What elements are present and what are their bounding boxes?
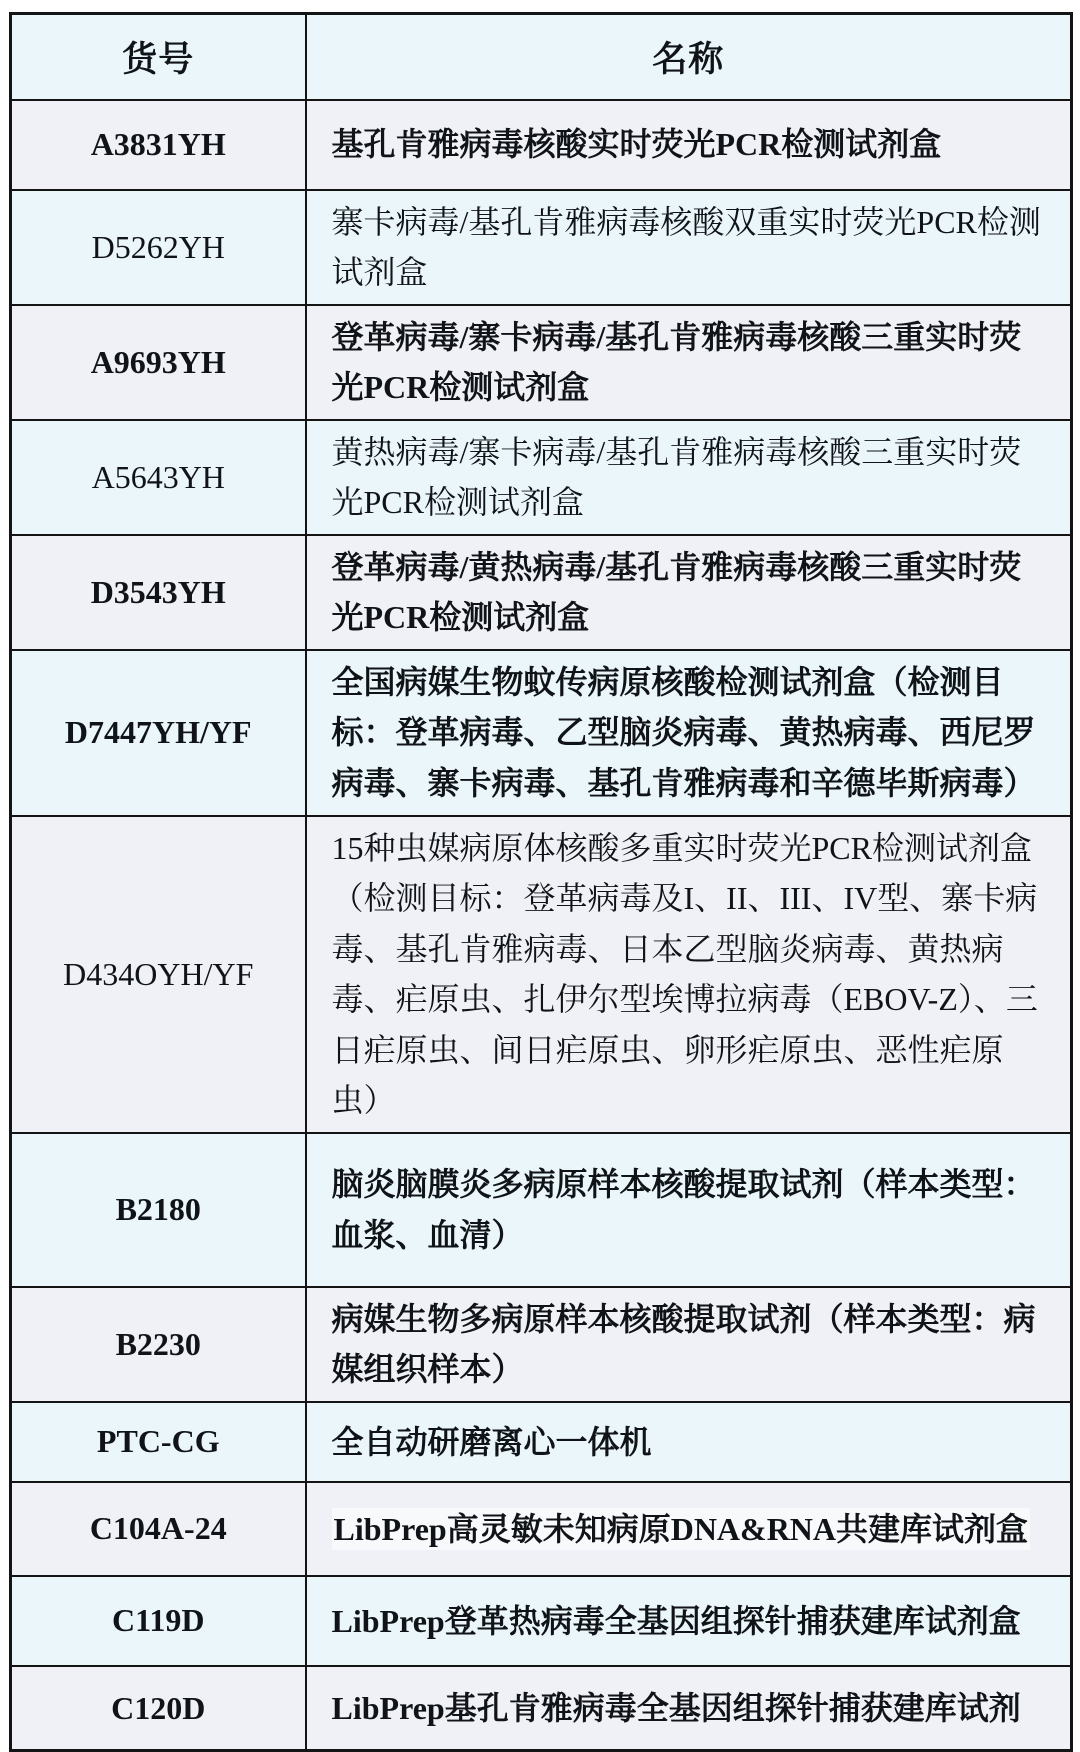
table-row — [11, 1666, 1072, 1751]
product-name-cell — [306, 1666, 1072, 1751]
header-row — [11, 14, 1072, 100]
product-name-text: 脑炎脑膜炎多病原样本核酸提取试剂（样本类型：血浆、血清） — [331, 1166, 1036, 1253]
product-name-text: 全国病媒生物蚊传病原核酸检测试剂盒（检测目标：登革病毒、乙型脑炎病毒、黄热病毒、西尼罗病毒、寨卡病毒、基孔肯雅病毒和辛德毕斯病毒） — [331, 663, 1036, 801]
product-name-cell — [306, 420, 1072, 535]
product-name-text: LibPrep高灵敏未知病原DNA&RNA共建库试剂盒 — [332, 1508, 1031, 1550]
product-name-cell — [306, 535, 1072, 650]
product-name-cell — [306, 190, 1072, 305]
product-name-cell — [306, 1482, 1072, 1576]
product-code-cell: C119D — [11, 1576, 306, 1666]
product-code-cell: A9693YH — [11, 305, 306, 420]
product-name-text: 病媒生物多病原样本核酸提取试剂（样本类型：病媒组织样本） — [331, 1300, 1036, 1388]
product-name-cell — [306, 1402, 1072, 1482]
product-code-cell: A5643YH — [11, 420, 306, 535]
table-row — [11, 1133, 1072, 1287]
table-row — [11, 816, 1072, 1133]
table-row — [11, 420, 1072, 535]
product-code-cell: D434OYH/YF — [11, 816, 306, 1133]
table-row — [11, 1402, 1072, 1482]
product-code-cell: B2180 — [11, 1133, 306, 1287]
product-name-text: 基孔肯雅病毒核酸实时荧光PCR检测试剂盒 — [331, 126, 942, 163]
product-name-cell — [306, 1576, 1072, 1666]
table-row — [11, 190, 1072, 305]
column-header-name: 名称 — [306, 14, 1072, 100]
product-name-text: 登革病毒/寨卡病毒/基孔肯雅病毒核酸三重实时荧光PCR检测试剂盒 — [331, 318, 1022, 406]
product-name-text: 15种虫媒病原体核酸多重实时荧光PCR检测试剂盒（检测目标：登革病毒及I、II、III、IV型、寨卡病毒、基孔肯雅病毒、日本乙型脑炎病毒、黄热病毒、疟原虫、扎伊尔型埃博拉病毒（EBOV-Z）、三日疟原虫、间日疟原虫、卵形疟原虫、恶性疟原虫） — [331, 829, 1038, 1119]
document-page — [0, 12, 1080, 1726]
product-code-cell: D5262YH — [11, 190, 306, 305]
product-code-cell: D3543YH — [11, 535, 306, 650]
product-name-cell — [306, 305, 1072, 420]
product-name-cell — [306, 650, 1072, 816]
product-code-cell: B2230 — [11, 1287, 306, 1402]
table-body — [11, 100, 1072, 1751]
product-name-text: LibPrep基孔肯雅病毒全基因组探针捕获建库试剂 — [331, 1689, 1021, 1726]
table-row — [11, 305, 1072, 420]
table-row — [11, 535, 1072, 650]
product-name-cell — [306, 816, 1072, 1133]
table-row — [11, 650, 1072, 816]
table-row — [11, 1576, 1072, 1666]
product-code-cell: C104A-24 — [11, 1482, 306, 1576]
table-row — [11, 1482, 1072, 1576]
product-code-cell: A3831YH — [11, 100, 306, 190]
table-row — [11, 1287, 1072, 1402]
product-name-cell — [306, 1287, 1072, 1402]
product-code-cell: D7447YH/YF — [11, 650, 306, 816]
column-header-code: 货号 — [11, 14, 306, 100]
product-name-text: 全自动研磨离心一体机 — [331, 1423, 652, 1460]
product-name-text: 黄热病毒/寨卡病毒/基孔肯雅病毒核酸三重实时荧光PCR检测试剂盒 — [331, 433, 1022, 521]
table-row — [11, 100, 1072, 190]
product-code-cell: PTC-CG — [11, 1402, 306, 1482]
product-code-cell: C120D — [11, 1666, 306, 1751]
product-name-text: 寨卡病毒/基孔肯雅病毒核酸双重实时荧光PCR检测试剂盒 — [331, 203, 1041, 291]
product-name-cell — [306, 1133, 1072, 1287]
product-name-text: 登革病毒/黄热病毒/基孔肯雅病毒核酸三重实时荧光PCR检测试剂盒 — [331, 548, 1022, 636]
product-table — [9, 12, 1073, 1752]
product-name-text: LibPrep登革热病毒全基因组探针捕获建库试剂盒 — [331, 1602, 1021, 1639]
product-name-cell — [306, 100, 1072, 190]
